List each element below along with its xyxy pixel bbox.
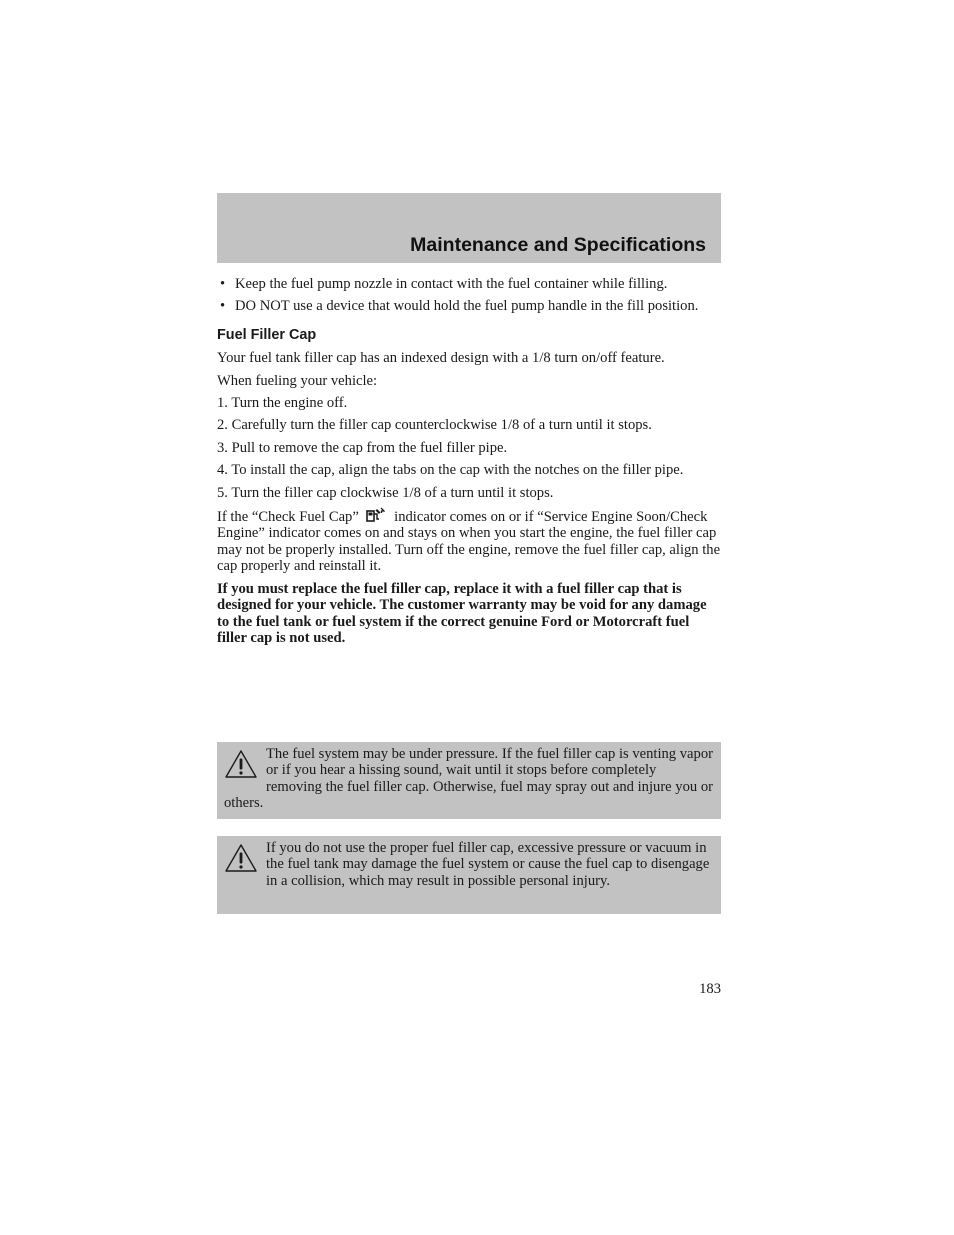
bullet-text: DO NOT use a device that would hold the fuel pump handle in the fill position. bbox=[235, 298, 699, 315]
step-item: 5. Turn the filler cap clockwise 1/8 of a turn until it stops. bbox=[217, 484, 554, 501]
bullet-dot: • bbox=[220, 298, 226, 315]
page-number: 183 bbox=[699, 981, 721, 997]
header-band bbox=[217, 193, 721, 263]
bullet-text: Keep the fuel pump nozzle in contact with the fuel container while filling. bbox=[235, 276, 668, 292]
list-item bbox=[217, 298, 721, 314]
fueling-lead-in: When fueling your vehicle: bbox=[217, 372, 378, 389]
warning-triangle-icon bbox=[224, 749, 258, 779]
step-item: 1. Turn the engine off. bbox=[217, 395, 348, 412]
replacement-note: If you must replace the fuel filler cap, replace it with a fuel filler cap that is designed for your vehicle. The customer warranty may be void for any damage to the fuel tank or fuel system if the correct genuine Ford or Motorcraft fuel filler cap is not used. bbox=[217, 580, 707, 646]
indicator-text-after: indicator comes on or if “Service Engine Soon/Check Engine” indicator comes on and stays on when you start the engine, the fuel filler cap may not be properly installed. Turn off the engine, remove the fuel filler cap, align the cap properly and reinstall it. bbox=[217, 509, 721, 575]
warning-triangle-icon bbox=[224, 843, 258, 873]
step-item: 4. To install the cap, align the tabs on the cap with the notches on the filler pipe. bbox=[217, 462, 684, 479]
step-item: 3. Pull to remove the cap from the fuel filler pipe. bbox=[217, 439, 508, 456]
page-title: Maintenance and Specifications bbox=[410, 234, 706, 256]
section-heading: Fuel Filler Cap bbox=[217, 326, 317, 343]
bullet-list bbox=[217, 276, 721, 315]
list-item bbox=[217, 276, 721, 292]
step-item: 2. Carefully turn the filler cap counterclockwise 1/8 of a turn until it stops. bbox=[217, 417, 652, 434]
indicator-text-before: If the “Check Fuel Cap” bbox=[217, 509, 359, 526]
intro-paragraph: Your fuel tank filler cap has an indexed design with a 1/8 turn on/off feature. bbox=[217, 350, 665, 367]
main-content bbox=[217, 276, 721, 646]
warning-text: If you do not use the proper fuel filler cap, excessive pressure or vacuum in the fuel tank may damage the fuel system or cause the fuel cap to disengage in a collision, which may result in possible personal injury. bbox=[266, 840, 710, 889]
warning-text: The fuel system may be under pressure. If the fuel filler cap is venting vapor or if you hear a hissing sound, wait until it stops before completely removing the fuel filler cap. Otherwise, fuel may spray out and injure you or others. bbox=[224, 746, 713, 812]
check-fuel-cap-icon bbox=[365, 507, 385, 523]
warning-box bbox=[217, 742, 721, 819]
bullet-dot: • bbox=[220, 276, 226, 292]
warning-box bbox=[217, 836, 721, 914]
indicator-paragraph bbox=[217, 507, 721, 575]
